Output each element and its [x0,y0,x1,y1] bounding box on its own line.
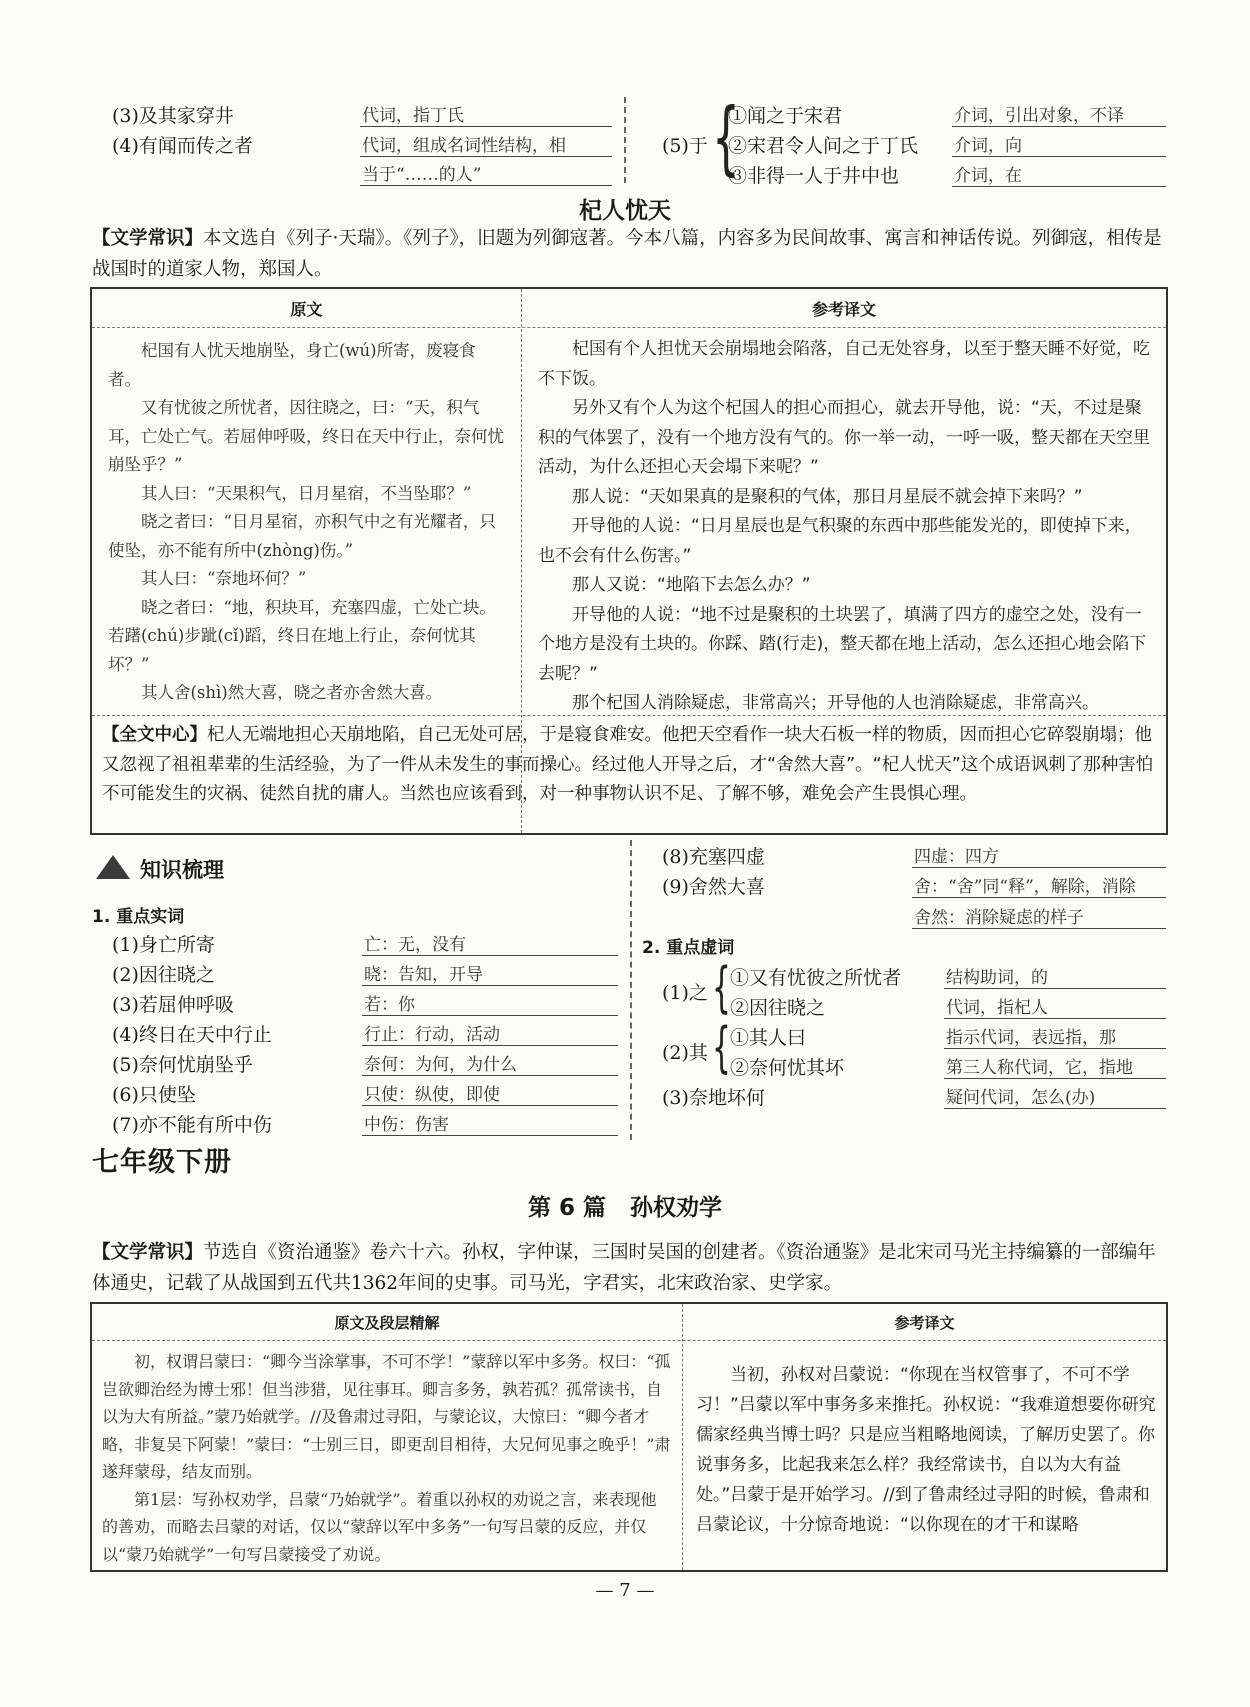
trans-para: 开导他的人说：“日月星辰也是气积聚的东西中那些能发光的，即使掉下来，也不会有什么伤害。” [538,516,1142,566]
xuci-item: ②奈何忧其坏 [730,1057,845,1079]
xuci-prefix: (1)之 [662,982,708,1004]
shici-item: (2)因往晓之 [112,964,215,986]
vocab-top-5-2-answer: 介词，向 [952,131,1166,157]
trans-para: 开导他的人说：“地不过是聚积的土块罢了，填满了四方的虚空之处，没有一个地方是没有土块的。你踩、踏(行走)，整天都在地上活动，怎么还担心地会陷下去呢？” [538,604,1147,684]
qiren-table [90,287,1168,835]
pyramid-icon [96,855,130,879]
translation-text [696,1360,1158,1540]
orig-para: 其人曰：“天果积气，日月星宿，不当坠耶？” [141,483,472,503]
knowledge-header: 知识梳理 [140,858,224,882]
vocab-top-5-3-answer: 介词，在 [952,161,1166,187]
xuci-answer: 第三人称代词，它，指地 [944,1053,1166,1079]
shici-item: (3)若屈伸呼吸 [112,994,234,1016]
xuci-item: ①其人曰 [730,1027,807,1049]
translation-text [538,335,1152,719]
column-divider [624,97,626,183]
trans-para: 另外又有个人为这个杞国人的担心而担心，就去开导他，说：“天，不过是聚积的气体罢了，没有一个地方没有气的。你一举一动，一呼一吸，整天都在天空里活动，为什么还担心天会塌下来呢？” [538,398,1150,477]
shici-answer: 晓：告知，开导 [362,960,618,986]
orig-para: 其人曰：“奈地坏何？” [141,569,307,588]
vocab-top-3: (3)及其家穿井 [112,105,234,127]
grade-heading: 七年级下册 [92,1147,232,1178]
central-text: 杞人无端地担心天崩地陷，自己无处可居，于是寝食难安。他把天空看作一块大石板一样的物质，因而担心它碎裂崩塌；他又忽视了祖祖辈辈的生活经验，为了一件从未发生的事而操心。经过他人开导之后，才“舍然大喜”。“杞人忧天”这个成语讽刺了那种害怕不可能发生的灾祸、徒然自扰的庸人。当然也应该看到，对一种事物认识不足、了解不够，难免会产生畏惧心理。 [102,725,1154,804]
xuci-answer: 结构助词，的 [944,963,1166,989]
orig-para: 杞国有人忧天地崩坠，身亡(wú)所寄，废寝食者。 [108,341,476,389]
literary-text: 节选自《资治通鉴》卷六十六。孙权，字仲谋，三国时吴国的创建者。《资治通鉴》是北宋司马光主持编纂的一部编年体通史，记载了从战国到五代共1362年间的史事。司马光，字君实，北宋政治家、史学家。 [92,1242,1156,1294]
shici-answer: 舍然：消除疑虑的样子 [912,903,1166,929]
section-xuci: 2. 重点虚词 [642,938,735,958]
trans-para: 杞国有个人担忧天会崩塌地会陷落，自己无处容身，以至于整天睡不好觉，吃不下饭。 [538,339,1150,389]
orig-para: 晓之者曰：“日月星宿，亦积气中之有光耀者，只使坠，亦不能有所中(zhòng)伤。” [108,512,496,560]
vocab-top-5-2: ②宋君令人问之于丁氏 [728,135,919,157]
col-header-translation: 参考译文 [894,1314,955,1332]
central-tag: 【全文中心】 [102,725,207,745]
original-text [108,337,508,708]
xuci-answer: 代词，指杞人 [944,993,1166,1019]
shici-answer: 中伤：伤害 [362,1110,618,1136]
brace-icon: { [712,956,731,1019]
literary-text: 本文选自《列子·天瑞》。《列子》，旧题为列御寇著。今本八篇，内容多为民间故事、寓言和神话传说。列御寇，相传是战国时的道家人物，郑国人。 [92,228,1162,280]
xuci-item: (3)奈地坏何 [662,1087,765,1109]
shici-item: (1)身亡所寄 [112,934,215,956]
lesson-title-qiren: 杞人忧天 [579,198,671,224]
shici-item: (7)亦不能有所中伤 [112,1114,272,1136]
xuci-prefix: (2)其 [662,1042,708,1064]
trans-para: 那个杞国人消除疑虑，非常高兴；开导他的人也消除疑虑，非常高兴。 [572,693,1099,713]
literary-knowledge-sunquan [92,1237,1164,1299]
literary-tag: 【文学常识】 [92,228,204,249]
orig-para: 又有忧彼之所忧者，因往晓之，曰：“天，积气耳，亡处亡气。若屈伸呼吸，终日在天中行止，奈何忧崩坠乎？” [108,398,504,474]
xuci-item: ②因往晓之 [730,997,826,1019]
orig-para: 初，权谓吕蒙曰：“卿今当涂掌事，不可不学！”蒙辞以军中多务。权曰：“孤岂欲卿治经为博士邪！但当涉猎，见往事耳。卿言多务，孰若孤？孤常读书，自以为大有所益。”蒙乃始就学。//及鲁肃过寻阳，与蒙论议，大惊曰：“卿今者才略，非复吴下阿蒙！”蒙曰：“士别三日，即更刮目相待，大兄何见事之晚乎！”肃遂拜蒙母，结友而别。 [102,1352,671,1481]
shici-answer: 若：你 [362,990,618,1016]
xuci-answer: 疑问代词，怎么(办) [944,1083,1166,1109]
shici-answer: 只使：纵使，即使 [362,1080,618,1106]
col-header-original: 原文 [290,300,323,319]
shici-answer: 舍：“舍”同“释”，解除，消除 [912,872,1166,898]
page-number: — 7 — [595,1580,655,1601]
vocab-top-5-1: ①闻之于宋君 [728,105,843,127]
analysis-para: 第1层：写孙权劝学，吕蒙“乃始就学”。着重以孙权的劝说之言，来表现他的善劝，而略去吕蒙的对话，仅以“蒙辞以军中多务”一句写吕蒙的反应，并仅以“蒙乃始就学”一句写吕蒙接受了劝说。 [102,1489,657,1564]
lesson-title-sunquan [0,1189,1250,1222]
shici-answer: 四虚：四方 [912,842,1166,868]
vocab-top-4-answer-line1: 代词，组成名词性结构，相 [360,131,612,157]
vocab-top-4-answer-line2: 当于“……的人” [360,160,612,186]
column-divider [630,840,632,1140]
shici-item: (9)舍然大喜 [662,876,765,898]
shici-answer: 亡：无，没有 [362,930,618,956]
col-header-translation: 参考译文 [811,300,876,319]
xuci-answer: 指示代词，表远指，那 [944,1023,1166,1049]
central-idea [102,721,1158,810]
shici-item: (4)终日在天中行止 [112,1024,272,1046]
brace-icon: { [712,91,740,184]
vocab-top-3-answer: 代词，指丁氏 [360,101,612,127]
shici-item: (8)充塞四虚 [662,846,765,868]
literary-tag: 【文学常识】 [92,1242,204,1263]
original-text [102,1348,672,1568]
literary-knowledge-qiren [92,223,1164,285]
trans-para: 那人说：“天如果真的是聚积的气体，那日月星辰不就会掉下来吗？” [572,486,1083,507]
brace-icon: { [712,1016,731,1079]
orig-para: 其人舍(shì)然大喜，晓之者亦舍然大喜。 [141,683,443,702]
sunquan-table [90,1302,1168,1572]
col-header-original: 原文及段层精解 [334,1314,440,1332]
xuci-item: ①又有忧彼之所忧者 [730,967,902,989]
shici-item: (6)只使坠 [112,1084,196,1106]
lesson-number: 第 6 篇 [527,1195,606,1221]
lesson-name: 孙权劝学 [630,1195,723,1221]
trans-para: 当初，孙权对吕蒙说：“你现在当权管事了，不可不学习！”吕蒙以军中事务多来推托。孙权说：“我难道想要你研究儒家经典当博士吗？只是应当粗略地阅读，了解历史罢了。你说事务多，比起我来怎么样？我经常读书，自以为大有益处。”吕蒙于是开始学习。//到了鲁肃经过寻阳的时候，鲁肃和吕蒙论议，十分惊奇地说：“以你现在的才干和谋略 [696,1365,1156,1535]
vocab-top-5-3: ③非得一人于井中也 [728,165,900,187]
section-shici: 1. 重点实词 [92,907,185,927]
vocab-top-5-prefix: (5)于 [662,135,708,157]
trans-para: 那人又说：“地陷下去怎么办？” [572,575,811,595]
vocab-top-4: (4)有闻而传之者 [112,135,253,157]
shici-answer: 奈何：为何，为什么 [362,1050,618,1076]
shici-answer: 行止：行动，活动 [362,1020,618,1046]
orig-para: 晓之者曰：“地，积块耳，充塞四虚，亡处亡块。若躇(chú)步跐(cǐ)蹈，终日在地上行止，奈何忧其坏？” [108,597,496,674]
shici-item: (5)奈何忧崩坠乎 [112,1054,253,1076]
vocab-top-5-1-answer: 介词，引出对象，不译 [952,101,1166,127]
